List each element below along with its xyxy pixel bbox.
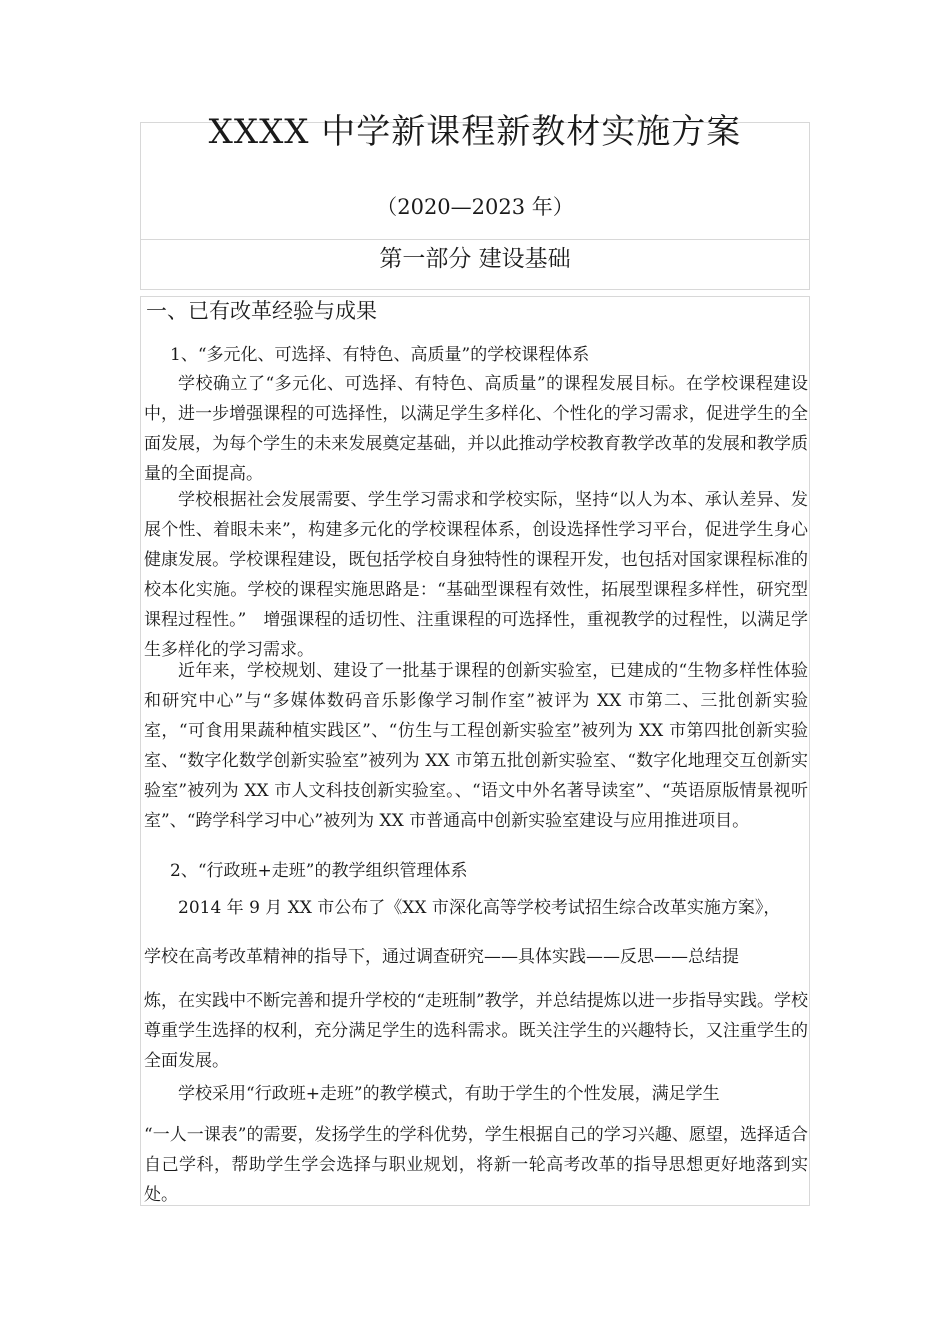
part-heading: 第一部分 建设基础 (379, 246, 571, 272)
section-heading: 一、已有改革经验与成果 (146, 299, 377, 323)
subheading-class-management: 2、“行政班+走班”的教学组织管理体系 (170, 861, 468, 881)
subheading-curriculum: 1、“多元化、可选择、有特色、高质量”的学校课程体系 (170, 345, 590, 365)
paragraph-curriculum-goal: 学校确立了“多元化、可选择、有特色、高质量”的课程发展目标。在学校课程建设中，进一步增强课程的可选择性，以满足学生多样化、个性化的学习需求，促进学生的全面发展，为每个学生的未来发展奠定基础，并以此推动学校教育教学改革的发展和教学质量的全面提高。 (144, 374, 808, 484)
document-title: XXXX 中学新课程新教材实施方案 (208, 112, 742, 152)
paragraph-curriculum-system: 学校根据社会发展需要、学生学习需求和学校实际，坚持“以人为本、承认差异、发展个性、着眼未来”，构建多元化的学校课程体系，创设选择性学习平台，促进学生身心健康发展。学校课程建设，既包括学校自身独特性的课程开发，也包括对国家课程标准的校本化实施。学校的课程实施思路是：“基础型课程有效性，拓展型课程多样性，研究型课程过程性。” 增强课程的适切性、注重课程的可选择性，重视教学的过程性，以满足学生多样化的学习需求。 (144, 490, 808, 660)
paragraph-reform-line1: 2014 年 9 月 XX 市公布了《XX 市深化高等学校考试招生综合改革实施方案》， (178, 898, 781, 918)
paragraph-reform-rest: 炼，在实践中不断完善和提升学校的“走班制”教学，并总结提炼以进一步指导实践。学校尊重学生选择的权利，充分满足学生的选科需求。既关注学生的兴趣特长，又注重学生的全面发展。 (144, 991, 808, 1071)
paragraph-reform-line2: 学校在高考改革精神的指导下，通过调查研究——具体实践——反思——总结提 (144, 947, 739, 967)
paragraph-teaching-mode-rest: “一人一课表”的需要，发扬学生的学科优势，学生根据自己的学习兴趣、愿望，选择适合自己学科，帮助学生学会选择与职业规划，将新一轮高考改革的指导思想更好地落到实处。 (144, 1125, 808, 1205)
paragraph-teaching-mode-line1: 学校采用“行政班+走班”的教学模式，有助于学生的个性发展，满足学生 (178, 1084, 720, 1104)
paragraph-innovation-labs: 近年来，学校规划、建设了一批基于课程的创新实验室，已建成的“生物多样性体验和研究中心”与“多媒体数码音乐影像学习制作室”被评为 XX 市第二、三批创新实验室，“可食用果蔬种植实践区”、“仿生与工程创新实验室”被列为 XX 市第四批创新实验室、“数字化数学创新实验室”被列为 XX 市第五批创新实验室、“数字化地理交互创新实验室”被列为 XX 市人文科技创新实验室。、“语文中外名著导读室”、“英语原版情景视听室”、“跨学科学习中心”被列为 XX 市普通高中创新实验室建设与应用推进项目。 (144, 661, 808, 831)
document-years: （2020—2023 年） (376, 195, 574, 219)
